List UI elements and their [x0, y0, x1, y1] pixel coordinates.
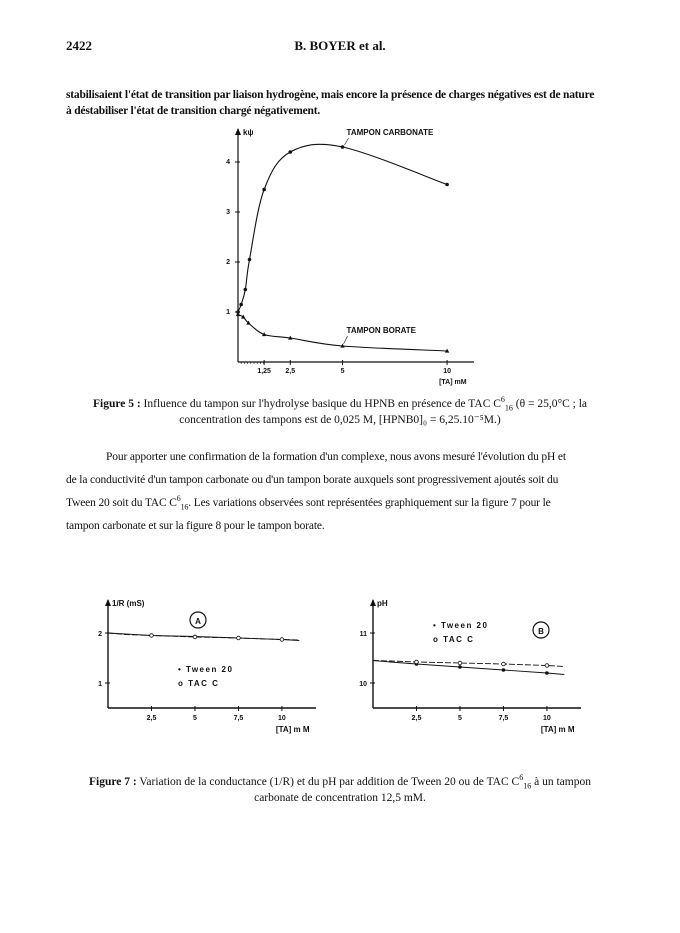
fig7b-series-0-point — [545, 671, 549, 675]
fig7b-x-label: [TA] m M — [540, 725, 575, 734]
page-number: 2422 — [66, 38, 92, 53]
body-paragraph — [66, 446, 631, 538]
fig5-series-1-leader — [344, 336, 348, 344]
figure-7-caption-line-1: Figure 7 : Variation de la conductance (1/R) et du pH par addition de Tween 20 ou de TAC $C^6_{16}$ à un tampon — [89, 773, 591, 791]
fig5-x-tick-label: 1,25 — [257, 368, 271, 375]
fig5-y-label: kψ — [243, 128, 254, 137]
figure-7-caption-line-2: carbonate de concentration 12,5 mM. — [254, 792, 426, 804]
fig7b-series-1-line — [373, 661, 564, 667]
figure-7-caption — [40, 774, 640, 806]
fig7a-y-tick-label: 1 — [98, 681, 102, 688]
fig7b-y-arrow — [370, 599, 376, 606]
fig7b-y-tick-label: 11 — [359, 631, 367, 638]
fig5-y-tick-label: 1 — [226, 309, 230, 316]
fig5-series-1-label: TAMPON BORATE — [346, 326, 417, 335]
fig5-y-tick-label: 3 — [226, 209, 230, 216]
fig7b-legend-tac: o TAC C — [433, 635, 475, 644]
fig7b-y-label: pH — [377, 599, 388, 608]
fig7b-series-0-line — [373, 661, 564, 675]
fig7a-x-label: [TA] m M — [275, 725, 310, 734]
fig5-series-0-point — [445, 183, 449, 187]
fig5-series-0-point — [341, 145, 345, 149]
fig5-series-0-line — [238, 144, 447, 312]
figure-7b-chart — [345, 590, 605, 745]
fig5-x-tick-label: 10 — [443, 368, 451, 375]
fig7b-panel-label: B — [538, 627, 544, 636]
fig5-x-tick-label: 5 — [340, 368, 345, 375]
fig7a-x-tick-label: 10 — [278, 715, 286, 722]
fig7a-series-1-point — [280, 638, 284, 642]
figure-5-caption-line-1: Figure 5 : Influence du tampon sur l'hydrolyse basique du HPNB en présence de TAC $C^6_{16}$ (θ = 25,0°C ; la — [92, 395, 588, 413]
figure-5-chart — [220, 120, 480, 390]
fig5-series-0-label: TAMPON CARBONATE — [346, 128, 434, 137]
fig7a-legend-tween: • Tween 20 — [178, 665, 234, 674]
fig5-series-0-point — [244, 288, 248, 292]
figure-5-label: Figure 5 : — [92, 398, 141, 410]
fig7a-panel-label: A — [195, 617, 201, 626]
fig7b-series-0-point — [458, 665, 462, 669]
fig7b-y-tick-label: 10 — [359, 681, 367, 688]
fig7b-x-tick-label: 5 — [458, 715, 462, 722]
fig7a-y-tick-label: 2 — [98, 631, 102, 638]
fig7b-x-tick-label: 2,5 — [411, 715, 422, 722]
fig5-series-0-point — [262, 188, 266, 192]
fig5-x-tick-label: 2,5 — [285, 368, 296, 375]
fig7b-x-tick-label: 10 — [543, 715, 551, 722]
fig7b-series-1-point — [458, 661, 462, 665]
fig7b-legend-tween: • Tween 20 — [433, 621, 489, 630]
fig7a-x-tick-label: 7,5 — [233, 715, 244, 722]
fig7a-y-arrow — [105, 599, 111, 606]
fig7a-x-tick-label: 5 — [193, 715, 197, 722]
body-line-3: Tween 20 soit du TAC $C^6_{16}$. Les variations observées sont représentées graphiquement sur la figure 7 pour le — [66, 494, 551, 512]
fig7a-series-1-point — [193, 635, 197, 639]
fig7b-series-1-point — [545, 664, 549, 668]
intro-line-1: stabilisaient l'état de transition par liaison hydrogène, mais encore la présence de charges négatives est de nature — [66, 89, 595, 101]
fig5-x-label: [TA] mM — [439, 379, 467, 386]
fig7a-x-tick-label: 2,5 — [146, 715, 157, 722]
fig5-series-0-leader — [345, 138, 349, 145]
running-title: B. BOYER et al. — [294, 38, 386, 53]
intro-line-2: à déstabiliser l'état de transition chargé négativement. — [66, 104, 321, 117]
body-line-2: de la conductivité d'un tampon carbonate ou d'un tampon borate auxquels sont progressivement ajoutés soit du — [66, 474, 559, 486]
figure-5-caption-line-2: concentration des tampons est de 0,025 M, [HPNB0]₀ = 6,25.10⁻⁵M.) — [179, 414, 501, 426]
fig7b-series-1-point — [415, 660, 419, 664]
fig7a-legend-tac: o TAC C — [178, 679, 220, 688]
fig5-series-0-point — [239, 303, 243, 307]
fig5-y-tick-label: 2 — [226, 259, 230, 266]
fig5-y-tick-label: 4 — [226, 159, 230, 166]
fig5-series-0-point — [248, 258, 252, 262]
figure-7a-chart — [80, 590, 325, 745]
figure-7-label: Figure 7 : — [89, 776, 137, 788]
body-line-4: tampon carbonate et sur la figure 8 pour le tampon borate. — [66, 520, 325, 532]
fig5-series-0-point — [288, 150, 292, 154]
body-line-1: Pour apporter une confirmation de la formation d'un complexe, nous avons mesuré l'évolution du pH et — [106, 451, 566, 463]
fig7a-y-label: 1/R (mS) — [112, 599, 145, 608]
intro-paragraph — [66, 88, 626, 119]
fig5-y-arrow — [235, 128, 241, 135]
fig7b-series-1-point — [502, 662, 506, 666]
fig7b-x-tick-label: 7,5 — [498, 715, 509, 722]
fig7a-series-1-point — [150, 634, 154, 638]
figure-5-caption — [40, 396, 640, 428]
fig7b-series-0-point — [502, 668, 506, 672]
fig7a-series-1-point — [237, 636, 241, 640]
